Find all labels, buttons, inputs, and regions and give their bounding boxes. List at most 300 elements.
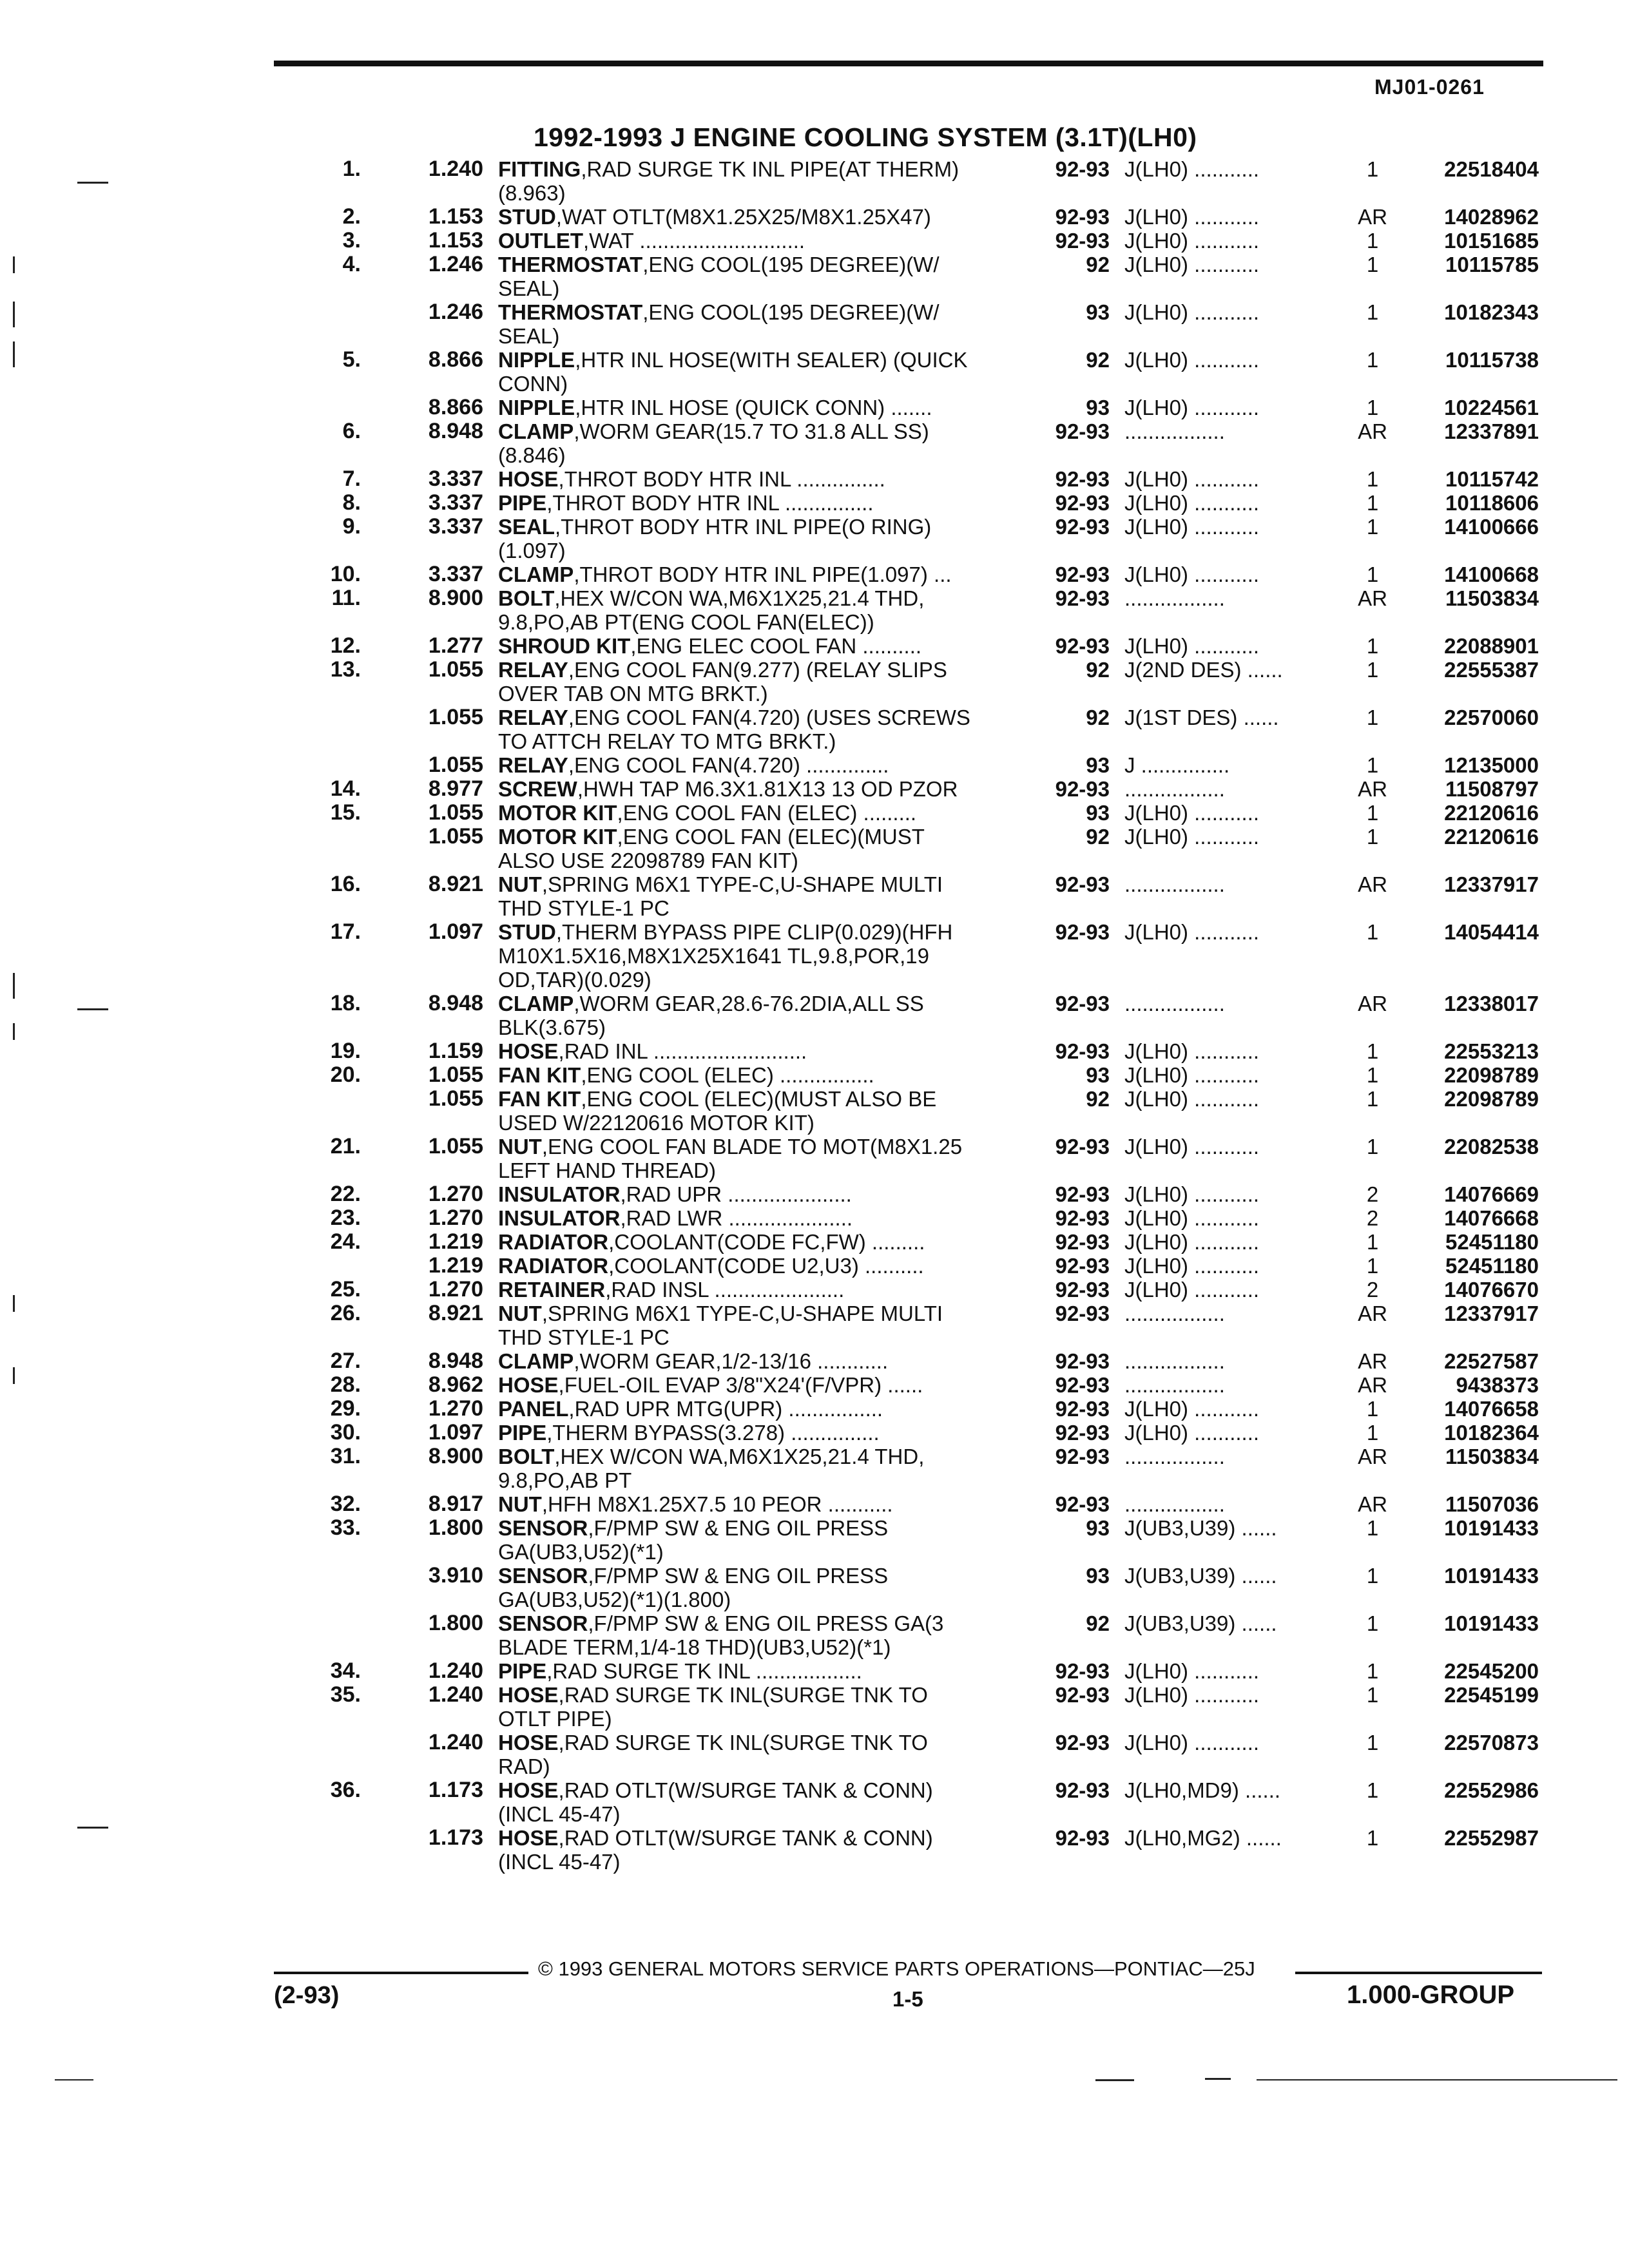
quantity: 1 <box>1366 491 1379 515</box>
part-description <box>498 1397 1027 1421</box>
part-number: 10191433 <box>1444 1611 1539 1635</box>
part-detail: ,THERM BYPASS PIPE CLIP(0.029)(HFH <box>555 920 953 944</box>
item-number: 23. <box>330 1206 361 1230</box>
margin-mark <box>55 2079 93 2081</box>
part-number: 10115742 <box>1445 467 1539 491</box>
part-description <box>498 729 1027 753</box>
engine-usage: J(LH0) ........... <box>1124 634 1260 658</box>
reference-number: 8.866 <box>428 347 483 372</box>
part-description <box>498 753 1027 777</box>
model-years: 92-93 <box>1055 1039 1110 1063</box>
quantity: AR <box>1358 419 1387 443</box>
model-years: 92-93 <box>1055 1826 1110 1850</box>
part-name: HOSE <box>498 467 559 491</box>
reference-number: 8.900 <box>428 1444 483 1468</box>
table-row <box>0 181 1629 205</box>
part-name: HOSE <box>498 1731 559 1754</box>
part-name: THERMOSTAT <box>498 300 643 324</box>
part-detail: ,RAD SURGE TK INL .................. <box>546 1659 862 1683</box>
quantity: AR <box>1358 872 1387 896</box>
reference-number: 8.917 <box>428 1492 483 1516</box>
part-number: 10182364 <box>1444 1421 1539 1445</box>
model-years: 92-93 <box>1055 419 1110 443</box>
table-row <box>0 1516 1629 1540</box>
engine-usage: J(LH0) ........... <box>1124 1731 1260 1754</box>
table-row <box>0 515 1629 539</box>
item-number: 13. <box>330 657 361 682</box>
part-detail: THD STYLE-1 PC <box>498 896 670 920</box>
engine-usage: J(LH0) ........... <box>1124 253 1260 276</box>
model-years: 92 <box>1086 253 1110 276</box>
model-years: 92 <box>1086 825 1110 849</box>
part-number: 22527587 <box>1444 1349 1539 1373</box>
table-row <box>0 1063 1629 1087</box>
quantity: 1 <box>1366 1063 1379 1087</box>
part-number: 22518404 <box>1444 157 1539 181</box>
part-description <box>498 229 1027 253</box>
table-row <box>0 300 1629 324</box>
reference-number: 8.921 <box>428 1301 483 1325</box>
item-number: 32. <box>330 1492 361 1516</box>
part-name: MOTOR KIT <box>498 825 617 849</box>
item-number: 29. <box>330 1396 361 1421</box>
engine-usage: ................. <box>1124 1349 1225 1373</box>
quantity: 1 <box>1366 801 1379 825</box>
table-row <box>0 1373 1629 1397</box>
quantity: AR <box>1358 777 1387 801</box>
quantity: 1 <box>1366 1683 1379 1707</box>
quantity: 1 <box>1366 229 1379 253</box>
part-name: SCREW <box>498 777 577 801</box>
part-name: RETAINER <box>498 1278 606 1302</box>
part-number: 10115738 <box>1445 348 1539 372</box>
model-years: 93 <box>1086 1063 1110 1087</box>
part-number: 14076669 <box>1444 1182 1539 1206</box>
table-row <box>0 1230 1629 1254</box>
margin-mark <box>13 256 15 273</box>
part-description <box>498 944 1027 968</box>
engine-usage: J(LH0) ........... <box>1124 515 1260 539</box>
table-row <box>0 729 1629 753</box>
engine-usage: J(LH0,MD9) ...... <box>1124 1778 1281 1802</box>
table-row <box>0 419 1629 443</box>
footer-rule-left <box>274 1972 528 1974</box>
part-name: BOLT <box>498 1445 555 1468</box>
quantity: 1 <box>1366 1421 1379 1445</box>
part-detail: ,THERM BYPASS(3.278) ............... <box>546 1421 880 1445</box>
part-name: NUT <box>498 872 542 896</box>
part-number: 11508797 <box>1445 777 1539 801</box>
table-row <box>0 1135 1629 1158</box>
reference-number: 8.962 <box>428 1372 483 1397</box>
part-number: 14100666 <box>1444 515 1539 539</box>
quantity: 1 <box>1366 1826 1379 1850</box>
quantity: 1 <box>1366 1254 1379 1278</box>
part-number: 14076668 <box>1444 1206 1539 1230</box>
part-description <box>498 658 1027 682</box>
part-number: 14100668 <box>1444 562 1539 586</box>
part-description <box>498 634 1027 658</box>
part-detail: ,ENG COOL(195 DEGREE)(W/ <box>642 300 940 324</box>
part-name: STUD <box>498 205 556 229</box>
engine-usage: J(LH0) ........... <box>1124 920 1260 944</box>
part-name: NUT <box>498 1492 542 1516</box>
model-years: 92 <box>1086 1611 1110 1635</box>
table-row <box>0 896 1629 920</box>
reference-number: 1.055 <box>428 657 483 682</box>
part-detail: ,HEX W/CON WA,M6X1X25,21.4 THD, <box>554 586 925 610</box>
part-detail: 9.8,PO,AB PT <box>498 1468 632 1492</box>
part-number: 22545200 <box>1444 1659 1539 1683</box>
table-row <box>0 205 1629 229</box>
part-detail: ,ENG ELEC COOL FAN .......... <box>630 634 922 658</box>
engine-usage: J(1ST DES) ...... <box>1124 706 1279 729</box>
part-detail: ALSO USE 22098789 FAN KIT) <box>498 849 798 872</box>
part-name: FITTING <box>498 157 581 181</box>
reference-number: 3.337 <box>428 490 483 515</box>
part-detail: ,ENG COOL FAN(4.720) .............. <box>568 753 889 777</box>
part-name: STUD <box>498 920 556 944</box>
model-years: 92 <box>1086 348 1110 372</box>
engine-usage: J(LH0) ........... <box>1124 1659 1260 1683</box>
table-row <box>0 1325 1629 1349</box>
quantity: AR <box>1358 1302 1387 1325</box>
engine-usage: J(LH0) ........... <box>1124 1230 1260 1254</box>
table-row <box>0 372 1629 396</box>
part-detail: CONN) <box>498 372 568 396</box>
part-description <box>498 1230 1027 1254</box>
part-detail: ,THROT BODY HTR INL ............... <box>558 467 885 491</box>
reference-number: 1.270 <box>428 1277 483 1302</box>
parts-list <box>0 157 1629 1874</box>
part-number: 52451180 <box>1445 1254 1539 1278</box>
part-description <box>498 801 1027 825</box>
model-years: 92-93 <box>1055 586 1110 610</box>
part-description <box>498 1516 1027 1540</box>
part-detail: ,COOLANT(CODE FC,FW) ......... <box>608 1230 925 1254</box>
engine-usage: J(LH0) ........... <box>1124 1206 1260 1230</box>
reference-number: 1.055 <box>428 705 483 729</box>
part-number: 22545199 <box>1444 1683 1539 1707</box>
item-number: 26. <box>330 1301 361 1325</box>
quantity: 1 <box>1366 1397 1379 1421</box>
reference-number: 1.800 <box>428 1611 483 1635</box>
part-description <box>498 539 1027 562</box>
copyright-notice: © 1993 GENERAL MOTORS SERVICE PARTS OPERATIONS—PONTIAC—25J <box>538 1957 1255 1980</box>
model-years: 92-93 <box>1055 1731 1110 1754</box>
quantity: AR <box>1358 1492 1387 1516</box>
part-detail: ,RAD SURGE TK INL PIPE(AT THERM) <box>581 157 959 181</box>
engine-usage: J(LH0) ........... <box>1124 300 1260 324</box>
part-number: 10115785 <box>1445 253 1539 276</box>
part-number: 9438373 <box>1456 1373 1539 1397</box>
part-name: PANEL <box>498 1397 569 1421</box>
table-row <box>0 1683 1629 1707</box>
item-number: 17. <box>330 919 361 944</box>
item-number: 3. <box>342 228 361 253</box>
engine-usage: J(LH0) ........... <box>1124 491 1260 515</box>
table-row <box>0 944 1629 968</box>
reference-number: 1.277 <box>428 633 483 658</box>
item-number: 19. <box>330 1039 361 1063</box>
engine-usage: J(LH0) ........... <box>1124 1087 1260 1111</box>
engine-usage: J(LH0,MG2) ...... <box>1124 1826 1282 1850</box>
part-detail: GA(UB3,U52)(*1)(1.800) <box>498 1588 731 1611</box>
reference-number: 1.270 <box>428 1206 483 1230</box>
item-number: 14. <box>330 776 361 801</box>
part-number: 12337917 <box>1444 1302 1539 1325</box>
table-row <box>0 1659 1629 1683</box>
part-description <box>498 1731 1027 1754</box>
reference-number: 3.337 <box>428 562 483 586</box>
item-number: 16. <box>330 872 361 896</box>
part-description <box>498 1349 1027 1373</box>
part-number: 11503834 <box>1445 1445 1539 1468</box>
model-years: 93 <box>1086 300 1110 324</box>
quantity: 1 <box>1366 1564 1379 1588</box>
part-name: CLAMP <box>498 992 574 1015</box>
part-description <box>498 1826 1027 1850</box>
part-description <box>498 181 1027 205</box>
part-number: 10182343 <box>1444 300 1539 324</box>
item-number: 31. <box>330 1444 361 1468</box>
table-row <box>0 1564 1629 1588</box>
table-row <box>0 1492 1629 1516</box>
model-years: 92-93 <box>1055 1778 1110 1802</box>
part-detail: BLADE TERM,1/4-18 THD)(UB3,U52)(*1) <box>498 1635 891 1659</box>
model-years: 92-93 <box>1055 1349 1110 1373</box>
model-years: 93 <box>1086 801 1110 825</box>
part-number: 10224561 <box>1444 396 1539 419</box>
table-row <box>0 1540 1629 1564</box>
part-detail: ,ENG COOL(195 DEGREE)(W/ <box>642 253 940 276</box>
model-years: 92-93 <box>1055 1230 1110 1254</box>
part-detail: ,RAD OTLT(W/SURGE TANK & CONN) <box>558 1826 933 1850</box>
table-row <box>0 682 1629 706</box>
part-description <box>498 253 1027 276</box>
table-row <box>0 658 1629 682</box>
part-name: CLAMP <box>498 562 574 586</box>
model-years: 92-93 <box>1055 992 1110 1015</box>
engine-usage: J(LH0) ........... <box>1124 1063 1260 1087</box>
table-row <box>0 825 1629 849</box>
part-description <box>498 324 1027 348</box>
reference-number: 1.097 <box>428 919 483 944</box>
part-description <box>498 1659 1027 1683</box>
part-description <box>498 920 1027 944</box>
part-description <box>498 1135 1027 1158</box>
margin-mark <box>13 1023 15 1040</box>
reference-number: 8.921 <box>428 872 483 896</box>
part-number: 11507036 <box>1445 1492 1539 1516</box>
item-number: 18. <box>330 991 361 1015</box>
table-row <box>0 1015 1629 1039</box>
part-name: RADIATOR <box>498 1254 609 1278</box>
part-number: 12337917 <box>1444 872 1539 896</box>
quantity: 1 <box>1366 515 1379 539</box>
engine-usage: J ............... <box>1124 753 1230 777</box>
engine-usage: J(LH0) ........... <box>1124 1182 1260 1206</box>
engine-usage: J(LH0) ........... <box>1124 801 1260 825</box>
part-detail: ,RAD UPR MTG(UPR) ................ <box>568 1397 883 1421</box>
item-number: 35. <box>330 1682 361 1707</box>
part-detail: ,RAD LWR ..................... <box>620 1206 853 1230</box>
table-row <box>0 1421 1629 1445</box>
part-description <box>498 1850 1027 1874</box>
quantity: 1 <box>1366 1731 1379 1754</box>
part-description <box>498 1302 1027 1325</box>
part-detail: BLK(3.675) <box>498 1015 606 1039</box>
part-name: HOSE <box>498 1683 559 1707</box>
part-name: RADIATOR <box>498 1230 609 1254</box>
part-description <box>498 968 1027 992</box>
part-name: SENSOR <box>498 1611 588 1635</box>
part-description <box>498 1421 1027 1445</box>
quantity: 1 <box>1366 706 1379 729</box>
margin-mark <box>13 1367 15 1384</box>
table-row <box>0 539 1629 562</box>
table-row <box>0 1778 1629 1802</box>
engine-usage: J(LH0) ........... <box>1124 396 1260 419</box>
model-years: 92-93 <box>1055 1683 1110 1707</box>
margin-mark <box>1095 2079 1134 2081</box>
engine-usage: J(LH0) ........... <box>1124 1278 1260 1302</box>
part-detail: SEAL) <box>498 276 560 300</box>
table-row <box>0 1278 1629 1302</box>
part-number: 12338017 <box>1444 992 1539 1015</box>
table-row <box>0 443 1629 467</box>
part-name: HOSE <box>498 1039 559 1063</box>
quantity: 1 <box>1366 1039 1379 1063</box>
part-description <box>498 1111 1027 1135</box>
item-number: 20. <box>330 1062 361 1087</box>
part-number: 22570873 <box>1444 1731 1539 1754</box>
quantity: 2 <box>1366 1278 1379 1302</box>
top-rule <box>274 61 1543 66</box>
table-row <box>0 992 1629 1015</box>
part-detail: ,HEX W/CON WA,M6X1X25,21.4 THD, <box>554 1445 925 1468</box>
part-detail: ,RAD UPR ..................... <box>620 1182 852 1206</box>
item-number: 1. <box>342 157 361 181</box>
part-number: 14076670 <box>1444 1278 1539 1302</box>
part-description <box>498 1373 1027 1397</box>
part-detail: ,WORM GEAR(15.7 TO 31.8 ALL SS) <box>574 419 929 443</box>
model-years: 93 <box>1086 1516 1110 1540</box>
part-detail: ,HTR INL HOSE (QUICK CONN) ....... <box>575 396 932 419</box>
margin-mark <box>77 1008 108 1010</box>
reference-number: 1.270 <box>428 1182 483 1206</box>
part-name: FAN KIT <box>498 1063 581 1087</box>
part-name: CLAMP <box>498 419 574 443</box>
part-detail: ,ENG COOL (ELEC) ................ <box>581 1063 874 1087</box>
quantity: 1 <box>1366 157 1379 181</box>
footer-rule-right <box>1295 1972 1542 1974</box>
part-name: PIPE <box>498 1659 547 1683</box>
part-number: 10191433 <box>1444 1516 1539 1540</box>
model-years: 92-93 <box>1055 157 1110 181</box>
engine-usage: J(UB3,U39) ...... <box>1124 1611 1277 1635</box>
quantity: 1 <box>1366 253 1379 276</box>
margin-mark <box>1257 2079 1617 2081</box>
part-description <box>498 443 1027 467</box>
reference-number: 1.055 <box>428 1062 483 1087</box>
table-row <box>0 1397 1629 1421</box>
quantity: 1 <box>1366 348 1379 372</box>
part-detail: ,THROT BODY HTR INL PIPE(1.097) ... <box>574 562 952 586</box>
model-years: 92-93 <box>1055 1182 1110 1206</box>
reference-number: 3.337 <box>428 466 483 491</box>
table-row <box>0 1182 1629 1206</box>
part-name: NUT <box>498 1302 542 1325</box>
part-name: NIPPLE <box>498 348 575 372</box>
part-detail: ,F/PMP SW & ENG OIL PRESS GA(3 <box>588 1611 944 1635</box>
part-description <box>498 491 1027 515</box>
part-number: 52451180 <box>1445 1230 1539 1254</box>
part-description <box>498 1325 1027 1349</box>
table-row <box>0 777 1629 801</box>
reference-number: 1.055 <box>428 1086 483 1111</box>
quantity: 1 <box>1366 920 1379 944</box>
part-number: 10118606 <box>1445 491 1539 515</box>
model-years: 92-93 <box>1055 1445 1110 1468</box>
table-row <box>0 1850 1629 1874</box>
part-description <box>498 777 1027 801</box>
item-number: 11. <box>331 586 361 610</box>
part-description <box>498 1754 1027 1778</box>
quantity: 1 <box>1366 1516 1379 1540</box>
margin-mark <box>13 341 15 367</box>
item-number: 15. <box>330 800 361 825</box>
table-row <box>0 610 1629 634</box>
part-description <box>498 896 1027 920</box>
quantity: 1 <box>1366 1659 1379 1683</box>
part-description <box>498 1778 1027 1802</box>
quantity: 1 <box>1366 1087 1379 1111</box>
part-number: 14054414 <box>1444 920 1539 944</box>
table-row <box>0 1087 1629 1111</box>
model-years: 92-93 <box>1055 1278 1110 1302</box>
item-number: 4. <box>342 252 361 276</box>
table-row <box>0 229 1629 253</box>
reference-number: 8.948 <box>428 1349 483 1373</box>
part-detail: (INCL 45-47) <box>498 1850 621 1874</box>
engine-usage: J(LH0) ........... <box>1124 157 1260 181</box>
part-description <box>498 610 1027 634</box>
part-description <box>498 706 1027 729</box>
part-description <box>498 157 1027 181</box>
part-detail: ,RAD INSL ...................... <box>605 1278 845 1302</box>
model-years: 92-93 <box>1055 515 1110 539</box>
part-description <box>498 1564 1027 1588</box>
part-detail: OVER TAB ON MTG BRKT.) <box>498 682 768 706</box>
reference-number: 1.800 <box>428 1515 483 1540</box>
model-years: 92-93 <box>1055 205 1110 229</box>
part-detail: M10X1.5X16,M8X1X25X1641 TL,9.8,POR,19 <box>498 944 929 968</box>
part-name: OUTLET <box>498 229 583 253</box>
quantity: AR <box>1358 992 1387 1015</box>
part-detail: (INCL 45-47) <box>498 1802 621 1826</box>
table-row <box>0 1254 1629 1278</box>
quantity: 1 <box>1366 658 1379 682</box>
part-number: 22120616 <box>1444 801 1539 825</box>
model-years: 92-93 <box>1055 1492 1110 1516</box>
engine-usage: J(LH0) ........... <box>1124 467 1260 491</box>
part-description <box>498 1182 1027 1206</box>
table-row <box>0 396 1629 419</box>
engine-usage: ................. <box>1124 419 1225 443</box>
table-row <box>0 1111 1629 1135</box>
table-row <box>0 1611 1629 1635</box>
